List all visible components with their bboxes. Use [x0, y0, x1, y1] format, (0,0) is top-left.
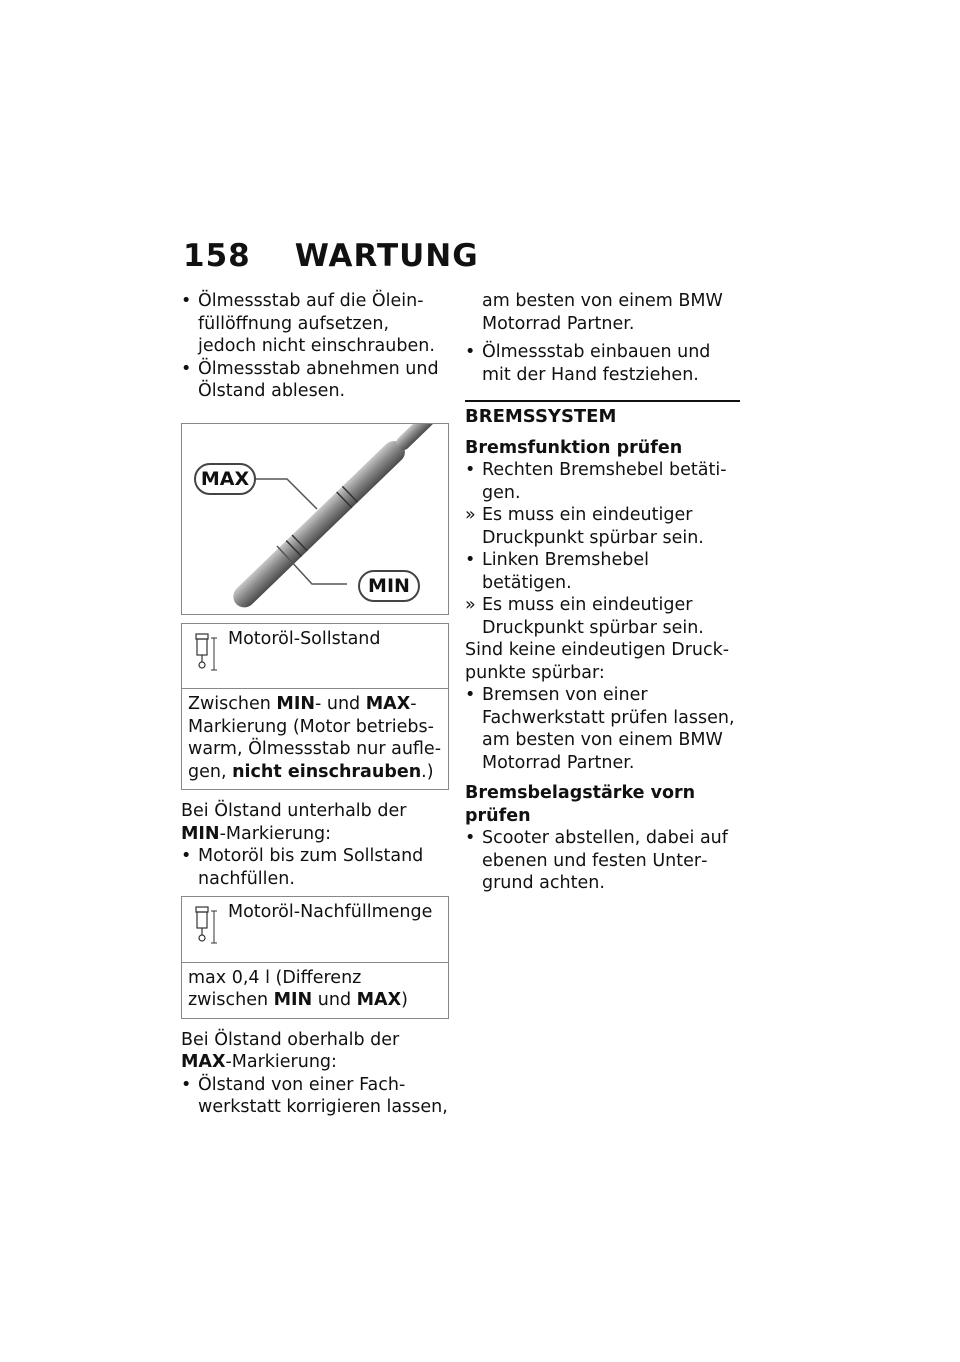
bullet-marker: • [181, 291, 192, 311]
bullet-marker: • [465, 342, 476, 362]
spec-text: Zwischen [188, 694, 277, 714]
list-item-text: Es muss ein eindeutiger Druckpunkt spürbar sein. [482, 595, 704, 638]
list-item-text: Es muss ein eindeutiger Druckpunkt spürbar sein. [482, 505, 704, 548]
spec-header [182, 624, 448, 690]
bullet-marker: • [465, 550, 476, 570]
list-item [181, 1074, 451, 1119]
section-title: BREMSSYSTEM [465, 406, 617, 427]
dipstick-figure [181, 423, 449, 615]
list-item [465, 459, 740, 504]
list-item [465, 594, 740, 639]
spec-text: und [312, 990, 357, 1010]
spec-emphasis: MIN [276, 694, 315, 714]
list-item [465, 549, 740, 594]
list-item [181, 290, 451, 358]
list-item-text: Ölstand von einer Fachwerkstatt korrigieren lassen, [198, 1074, 448, 1117]
list-item [465, 684, 740, 774]
page-header [183, 238, 479, 274]
list-item [465, 341, 740, 386]
paragraph-no-pressure-point: Sind keine eindeutigen Druckpunkte spürbar: [465, 640, 730, 683]
oil-gauge-icon [182, 897, 228, 955]
bullet-marker: • [181, 1074, 192, 1095]
spec-header [182, 897, 448, 963]
paragraph-below-min [181, 800, 451, 845]
max-label: MAX [194, 463, 256, 495]
list-item-text: Motoröl bis zum Sollstand nachfüllen. [198, 846, 424, 889]
paragraph-above-max [181, 1029, 451, 1074]
spec-emphasis: nicht einschrauben [232, 761, 422, 782]
right-column [465, 290, 740, 895]
list-item [465, 504, 740, 549]
spec-text: ) [401, 990, 408, 1010]
bullet-marker: • [465, 828, 476, 848]
engine-oil-icon [182, 624, 228, 689]
result-marker: » [465, 595, 476, 615]
list-item [181, 845, 451, 890]
bullet-marker: • [465, 460, 476, 480]
spec-box-oil-level [181, 623, 449, 791]
spec-text: max 0,4 l (Differenz zwischen [188, 967, 362, 1010]
spec-body [182, 689, 448, 789]
list-item-text: Ölmessstab einbauen und mit der Hand festziehen. [482, 342, 711, 385]
engine-oil-icon [182, 897, 228, 962]
oil-gauge-icon [182, 624, 228, 682]
list-item-text: Ölmessstab auf die Öleinfüllöffnung aufsetzen, jedoch nicht einschrauben. [198, 291, 435, 356]
spec-emphasis: MIN [273, 990, 313, 1010]
spec-body [182, 963, 448, 1018]
list-item-text: Scooter abstellen, dabei auf ebenen und festen Untergrund achten. [482, 828, 728, 893]
min-label: MIN [358, 570, 420, 602]
subheading-brake-check: Bremsfunktion prüfen [465, 437, 683, 458]
spec-title: Motoröl-Nachfüllmenge [228, 902, 433, 922]
spec-box-refill-amount [181, 896, 449, 1019]
bullet-marker: • [181, 358, 192, 379]
page-number: 158 [183, 238, 251, 274]
list-item-text: Bremsen von einer Fachwerkstatt prüfen lassen, am besten von einem BMW Motorrad Partner. [482, 685, 735, 773]
spec-title: Motoröl-Sollstand [228, 628, 381, 649]
left-column [181, 290, 451, 1119]
page-title: WARTUNG [294, 238, 479, 274]
list-item-text: Ölmessstab abnehmen und Ölstand ablesen. [198, 358, 439, 401]
paragraph-emphasis: MIN [181, 823, 220, 844]
paragraph-text: Bei Ölstand oberhalb der [181, 1029, 400, 1050]
result-marker: » [465, 505, 476, 525]
spec-emphasis: MAX [356, 990, 402, 1010]
paragraph-text: -Markierung: [225, 1052, 337, 1072]
section-divider [465, 400, 740, 402]
bullet-marker: • [181, 846, 192, 866]
spec-emphasis: MAX [365, 694, 411, 714]
subheading-brake-pads: Bremsbelagstärke vorn prüfen [465, 783, 696, 826]
paragraph-text: -Markierung: [219, 823, 332, 844]
paragraph-text: Bei Ölstand unterhalb der [181, 801, 407, 821]
list-item-text: Rechten Bremshebel betätigen. [482, 460, 727, 503]
paragraph-emphasis: MAX [181, 1052, 226, 1072]
list-item-text: Linken Bremshebel betätigen. [482, 550, 649, 593]
bullet-marker: • [465, 685, 476, 705]
spec-text: - und [315, 694, 366, 714]
spec-text: .) [421, 761, 434, 782]
spec-text: -Markierung (Motor betriebswarm, Ölmessstab nur auflegen, [188, 694, 442, 782]
paragraph-continuation: am besten von einem BMW Motorrad Partner. [482, 291, 723, 334]
list-item [181, 358, 451, 403]
list-item [465, 827, 740, 895]
